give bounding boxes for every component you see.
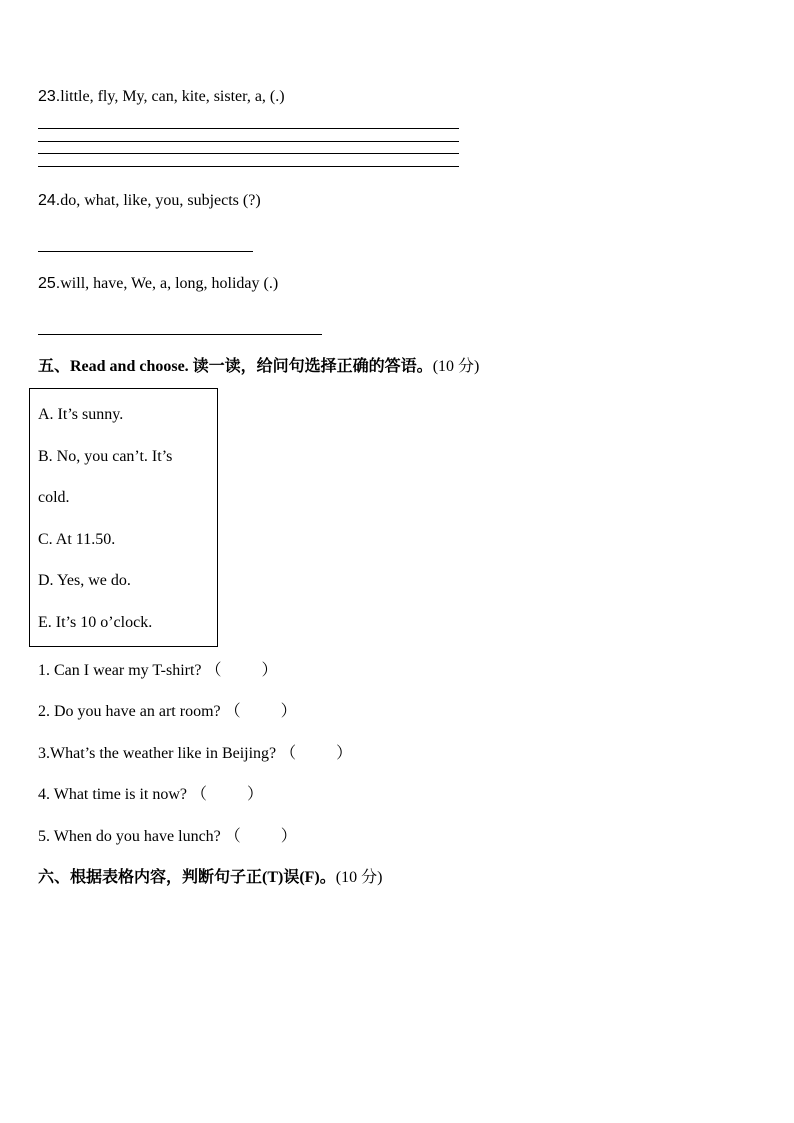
- option-e: E. It’s 10 o’clock.: [38, 614, 153, 631]
- question-item: [38, 827, 297, 847]
- question-text: 3.What’s the weather like in Beijing?: [38, 745, 277, 762]
- question-number: 25.: [38, 275, 61, 292]
- question-item: [38, 702, 297, 722]
- option-a: A. It’s sunny.: [38, 406, 124, 423]
- section-points: (10 分): [335, 869, 383, 886]
- answer-line[interactable]: [38, 141, 459, 142]
- section-title-text: 五、Read and choose. 读一读，给问句选择正确的答语。: [38, 358, 433, 375]
- answer-blank[interactable]: （ ）: [280, 745, 353, 762]
- answer-line[interactable]: [38, 128, 459, 129]
- section-points: (10 分): [432, 358, 480, 375]
- question-item: [38, 661, 278, 681]
- scrambled-words: will, have, We, a, long, holiday (.): [60, 275, 279, 292]
- question-text: 5. When do you have lunch?: [38, 828, 221, 845]
- option-b: B. No, you can’t. It’s: [38, 448, 173, 465]
- option-b-continued: cold.: [38, 489, 70, 506]
- question-text: 4. What time is it now?: [38, 786, 188, 803]
- answer-blank[interactable]: （ ）: [224, 828, 297, 845]
- question-item: [38, 744, 352, 764]
- section-5-title: [38, 357, 479, 377]
- question-text: 2. Do you have an art room?: [38, 703, 221, 720]
- answer-line[interactable]: [38, 153, 459, 154]
- answer-line[interactable]: [38, 166, 459, 167]
- scrambled-words: little, fly, My, can, kite, sister, a, (.): [60, 88, 285, 105]
- question-24: [38, 191, 261, 211]
- section-6-title: [38, 868, 382, 888]
- answer-line[interactable]: [38, 251, 253, 252]
- question-number: 23.: [38, 88, 61, 105]
- answer-options-box: [29, 388, 218, 647]
- question-23: [38, 87, 285, 107]
- section-title-text: 六、根据表格内容，判断句子正(T)误(F)。: [38, 869, 336, 886]
- question-number: 24.: [38, 192, 61, 209]
- question-text: 1. Can I wear my T-shirt?: [38, 662, 202, 679]
- answer-blank[interactable]: （ ）: [191, 786, 264, 803]
- answer-blank[interactable]: （ ）: [224, 703, 297, 720]
- answer-line[interactable]: [38, 334, 322, 335]
- answer-blank[interactable]: （ ）: [205, 662, 278, 679]
- question-25: [38, 274, 278, 294]
- question-item: [38, 785, 263, 805]
- option-c: C. At 11.50.: [38, 531, 116, 548]
- option-d: D. Yes, we do.: [38, 572, 131, 589]
- scrambled-words: do, what, like, you, subjects (?): [60, 192, 261, 209]
